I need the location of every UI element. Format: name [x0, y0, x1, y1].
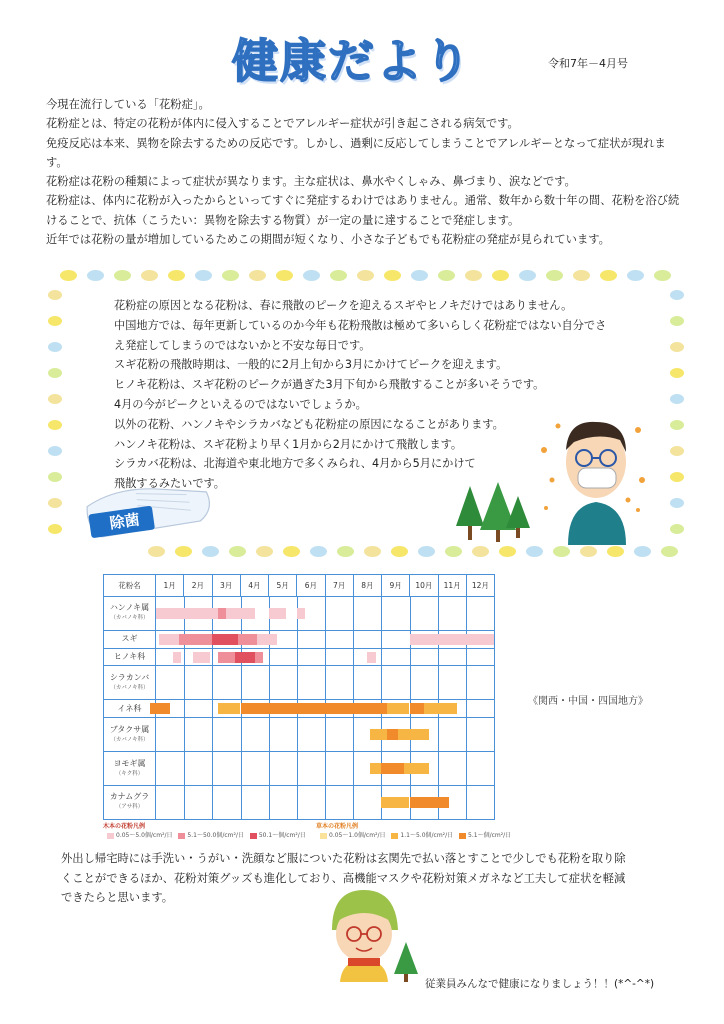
intro-line: 花粉症は花粉の種類によって症状が異なります。主な症状は、鼻水やくしゃみ、鼻づまり、涙などです。: [46, 175, 576, 189]
month-gridline: [184, 718, 185, 751]
month-gridline: [353, 597, 354, 630]
pollen-period-bar: [241, 703, 359, 714]
pollen-row: [104, 700, 495, 718]
month-gridline: [269, 786, 270, 819]
month-gridline: [297, 752, 298, 785]
pollen-row: [104, 666, 495, 700]
month-gridline: [466, 786, 467, 819]
pollen-bars-cell: [156, 666, 495, 700]
month-gridline: [438, 718, 439, 751]
pollen-family: （カバノキ科）: [110, 736, 149, 743]
outro-line: 外出し帰宅時には手洗い・うがい・洗顔など服についた花粉は玄関先で払い落とすことで少しでも花粉を取り除: [61, 852, 626, 865]
decor-dot: [48, 524, 62, 534]
month-gridline: [297, 649, 298, 666]
month-gridline: [381, 649, 382, 666]
box-line: 飛散するみたいです。: [114, 477, 225, 491]
month-gridline: [438, 597, 439, 630]
decor-dot: [276, 270, 293, 281]
month-gridline: [325, 718, 326, 751]
month-header: 5月: [269, 575, 297, 597]
outro-line: できたらと思います。: [61, 891, 174, 904]
pollen-period-bar: [269, 608, 286, 619]
decor-dot: [580, 546, 597, 557]
pollen-row: [104, 718, 495, 752]
pollen-family: （アサ科）: [115, 804, 144, 811]
month-gridline: [184, 786, 185, 819]
intro-line: 免疫反応は本来、異物を除去するための反応です。しかし、過剰に反応してしまうことでアレルギーとなって症状が現れます。: [46, 136, 666, 169]
decor-dot: [670, 524, 684, 534]
month-gridline: [269, 718, 270, 751]
month-gridline: [212, 786, 213, 819]
month-header: 10月: [410, 575, 438, 597]
pollen-period-bar: [235, 652, 255, 663]
decor-dot: [303, 270, 320, 281]
pollen-period-bar: [218, 608, 226, 619]
pollen-name: カナムグラ: [109, 792, 150, 802]
decor-dot: [48, 368, 62, 378]
region-label: 《関西・中国・四国地方》: [528, 696, 648, 707]
month-gridline: [466, 752, 467, 785]
decor-dot: [654, 270, 671, 281]
intro-line: 近年では花粉の量が増加しているためこの期間が短くなり、小さな子どもでも花粉症の発症が見られています。: [46, 233, 610, 247]
box-line: スギ花粉の飛散時期は、一般的に2月上旬から3月にかけてピークを迎えます。: [114, 358, 508, 372]
pollen-period-bar: [150, 703, 170, 714]
legend-item: 5.1～個/cm²/日: [468, 832, 512, 839]
pollen-period-bar: [370, 763, 381, 774]
month-gridline: [212, 718, 213, 751]
decor-dot: [48, 316, 62, 326]
month-gridline: [381, 597, 382, 630]
box-line: シラカバ花粉は、北海道や東北地方で多くみられ、4月から5月にかけて: [114, 457, 476, 471]
month-gridline: [212, 700, 213, 717]
pollen-period-bar: [367, 652, 375, 663]
decor-dot: [222, 270, 239, 281]
month-gridline: [438, 752, 439, 785]
pollen-name: ハンノキ属: [109, 603, 150, 613]
month-gridline: [410, 649, 411, 666]
month-gridline: [297, 786, 298, 819]
decor-dot: [670, 446, 684, 456]
decor-dot: [573, 270, 590, 281]
decor-dot: [465, 270, 482, 281]
box-line: ハンノキ花粉は、スギ花粉より早く1月から2月にかけて飛散します。: [114, 437, 463, 451]
pollen-name: ヒノキ科: [113, 652, 146, 662]
pollen-period-bar: [156, 608, 218, 619]
legend-tree-title: 木本の花粉凡例: [103, 823, 146, 830]
month-gridline: [438, 666, 439, 699]
month-gridline: [325, 597, 326, 630]
month-gridline: [212, 752, 213, 785]
decor-dot: [670, 290, 684, 300]
month-gridline: [325, 752, 326, 785]
man-with-mask-illustration: [538, 410, 648, 545]
decor-dot: [445, 546, 462, 557]
pollen-bars-cell: [156, 785, 495, 819]
child-illustration: [322, 882, 422, 982]
month-gridline: [269, 666, 270, 699]
month-gridline: [381, 631, 382, 648]
decor-dot: [168, 270, 185, 281]
decor-dot: [48, 498, 62, 508]
chart-header-row: [104, 575, 495, 597]
month-gridline: [184, 666, 185, 699]
month-gridline: [241, 666, 242, 699]
decor-dot: [175, 546, 192, 557]
issue-label: 令和7年－4月号: [548, 57, 628, 70]
month-header: 2月: [184, 575, 212, 597]
box-line: 中国地方では、毎年更新しているのか今年も花粉飛散は極めて多いらしく花粉症ではない自分でさ: [114, 318, 607, 332]
decor-dot: [48, 290, 62, 300]
decor-dot: [256, 546, 273, 557]
decor-dot: [411, 270, 428, 281]
month-gridline: [325, 786, 326, 819]
pollen-period-bar: [179, 634, 213, 645]
box-line: え発症してしまうのではないかと不安な毎日です。: [114, 338, 371, 352]
month-gridline: [466, 666, 467, 699]
pollen-family: （カバノキ科）: [110, 615, 149, 622]
month-gridline: [466, 700, 467, 717]
pollen-name: シラカンバ: [109, 672, 150, 682]
decor-dot: [670, 394, 684, 404]
decor-dot: [229, 546, 246, 557]
pollen-name: イネ科: [117, 703, 142, 713]
month-gridline: [212, 666, 213, 699]
decor-dot: [600, 270, 617, 281]
box-line: ヒノキ花粉は、スギ花粉のピークが過ぎた3月下旬から飛散することが多いそうです。: [114, 378, 545, 392]
month-gridline: [325, 631, 326, 648]
pollen-row: [104, 648, 495, 666]
pollen-calendar-chart: [103, 574, 495, 820]
month-gridline: [353, 631, 354, 648]
decor-dot: [553, 546, 570, 557]
month-gridline: [353, 786, 354, 819]
decor-dot: [546, 270, 563, 281]
legend-item: 0.05～1.0個/cm²/日: [329, 832, 386, 839]
decor-dot: [48, 472, 62, 482]
pollen-period-bar: [398, 729, 429, 740]
month-gridline: [241, 786, 242, 819]
decor-dot: [661, 546, 678, 557]
pollen-row: [104, 597, 495, 631]
intro-line: 花粉症とは、特定の花粉が体内に侵入することでアレルギー症状が引き起こされる病気です。: [46, 117, 519, 131]
decor-dot: [670, 498, 684, 508]
decor-dot: [607, 546, 624, 557]
pollen-name: ブタクサ属: [109, 724, 150, 734]
pollen-name: ヨモギ属: [113, 758, 146, 768]
pollen-period-bar: [410, 634, 495, 645]
decor-dot: [330, 270, 347, 281]
legend-item: 50.1～個/cm²/日: [258, 832, 306, 839]
month-gridline: [353, 649, 354, 666]
month-header: 11月: [438, 575, 466, 597]
decor-dot: [283, 546, 300, 557]
decor-dot: [195, 270, 212, 281]
month-gridline: [466, 649, 467, 666]
pollen-name-cell: [104, 752, 156, 786]
decor-dot: [391, 546, 408, 557]
footer-message: 従業員みんなで健康になりましょう！！(*^-^*): [425, 978, 655, 990]
pollen-period-bar: [410, 797, 449, 808]
pollen-bars-cell: [156, 718, 495, 752]
decor-dot: [519, 270, 536, 281]
month-header: 1月: [156, 575, 184, 597]
decor-dot: [364, 546, 381, 557]
pollen-period-bar: [212, 634, 237, 645]
pollen-period-bar: [159, 634, 179, 645]
legend-item: 5.1～50.0個/cm²/日: [187, 832, 244, 839]
pollen-period-bar: [387, 729, 398, 740]
pollen-period-bar: [218, 652, 235, 663]
legend-item: 0.05～5.0個/cm²/日: [116, 832, 173, 839]
pollen-period-bar: [297, 608, 305, 619]
pollen-name-cell: [104, 666, 156, 700]
pollen-bars-cell: [156, 630, 495, 648]
pollen-info-box: [114, 296, 607, 494]
box-line: 花粉症の原因となる花粉は、春に飛散のピークを迎えるスギやヒノキだけではありません。: [114, 299, 573, 312]
decor-dot: [48, 342, 62, 352]
month-gridline: [297, 631, 298, 648]
decor-dot: [670, 420, 684, 430]
decor-dot: [310, 546, 327, 557]
intro-line: 今現在流行している「花粉症」。: [46, 98, 210, 111]
pollen-name: スギ: [121, 634, 138, 644]
outro-line: くことができるほか、花粉対策グッズも進化しており、高機能マスクや花粉対策メガネなど工夫して症状を軽減: [61, 871, 626, 885]
month-gridline: [353, 666, 354, 699]
month-gridline: [353, 752, 354, 785]
pollen-period-bar: [424, 703, 458, 714]
month-gridline: [466, 718, 467, 751]
month-header: 7月: [325, 575, 353, 597]
pollen-name-cell: [104, 700, 156, 718]
pollen-bars-cell: [156, 597, 495, 631]
month-gridline: [410, 597, 411, 630]
month-gridline: [410, 666, 411, 699]
pollen-name-cell: [104, 648, 156, 666]
box-line: 以外の花粉、ハンノキやシラカバなども花粉症の原因になることがあります。: [114, 417, 504, 431]
decor-dot: [48, 394, 62, 404]
decor-dot: [60, 270, 77, 281]
month-gridline: [353, 718, 354, 751]
legend-item: 1.1～5.0個/cm²/日: [400, 832, 454, 839]
pollen-family: （カバノキ科）: [110, 684, 149, 691]
decor-dot: [438, 270, 455, 281]
decor-dot: [384, 270, 401, 281]
month-gridline: [212, 649, 213, 666]
pollen-period-bar: [226, 608, 254, 619]
decor-dot: [48, 420, 62, 430]
month-gridline: [325, 649, 326, 666]
pollen-period-bar: [381, 763, 404, 774]
month-gridline: [184, 649, 185, 666]
pollen-name-cell: [104, 630, 156, 648]
pollen-family: （キク科）: [115, 770, 144, 777]
pollen-name-cell: [104, 785, 156, 819]
month-header: 12月: [466, 575, 494, 597]
pollen-period-bar: [370, 729, 387, 740]
month-gridline: [438, 649, 439, 666]
pollen-name-cell: [104, 718, 156, 752]
pollen-row: [104, 752, 495, 786]
decor-dot: [492, 270, 509, 281]
intro-line: 花粉症は、体内に花粉が入ったからといってすぐに発症するわけではありません。通常、数年から数十年の間、花粉を浴び続けることで、抗体（こうたい：異物を除去する物質）が一定の量に達することで発症します。: [46, 194, 680, 227]
pollen-bars-cell: [156, 752, 495, 786]
month-gridline: [381, 666, 382, 699]
pollen-period-bar: [381, 797, 409, 808]
month-header: 3月: [212, 575, 240, 597]
pollen-row: [104, 630, 495, 648]
decor-dot: [249, 270, 266, 281]
cedar-trees-icon: [452, 482, 532, 544]
decor-dot: [627, 270, 644, 281]
month-gridline: [269, 752, 270, 785]
pollen-period-bar: [387, 703, 410, 714]
decor-dot: [670, 316, 684, 326]
decor-dot: [670, 342, 684, 352]
box-line: 4月の今がピークといえるのではないでしょうか。: [114, 397, 367, 411]
decor-dot: [526, 546, 543, 557]
pollen-name-cell: [104, 597, 156, 631]
month-header: 8月: [353, 575, 381, 597]
month-gridline: [184, 700, 185, 717]
pollen-bars-cell: [156, 700, 495, 718]
pollen-period-bar: [359, 703, 387, 714]
pollen-period-bar: [255, 652, 263, 663]
decor-dot: [670, 368, 684, 378]
month-header: 9月: [382, 575, 410, 597]
newsletter-title: 健康だより: [232, 34, 472, 88]
pollen-period-bar: [410, 703, 424, 714]
legend-grass-title: 草本の花粉凡例: [316, 823, 359, 830]
pollen-bars-cell: [156, 648, 495, 666]
decor-dot: [472, 546, 489, 557]
month-gridline: [241, 752, 242, 785]
pollen-row: [104, 785, 495, 819]
pollen-period-bar: [257, 634, 277, 645]
pollen-period-bar: [193, 652, 210, 663]
pollen-period-bar: [404, 763, 429, 774]
legend-tree: [103, 821, 306, 839]
month-gridline: [297, 718, 298, 751]
decor-dot: [337, 546, 354, 557]
decor-dot: [48, 446, 62, 456]
month-header: 4月: [240, 575, 268, 597]
decor-dot: [418, 546, 435, 557]
month-gridline: [241, 718, 242, 751]
pollen-period-bar: [218, 703, 241, 714]
month-gridline: [466, 597, 467, 630]
decor-dot: [114, 270, 131, 281]
pollen-period-bar: [173, 652, 181, 663]
month-header: 6月: [297, 575, 325, 597]
month-gridline: [184, 752, 185, 785]
decor-dot: [87, 270, 104, 281]
decor-dot: [148, 546, 165, 557]
decor-dot: [499, 546, 516, 557]
month-gridline: [325, 666, 326, 699]
chart-header-label: 花粉名: [104, 575, 156, 597]
intro-section: [46, 95, 686, 249]
decor-dot: [634, 546, 651, 557]
month-gridline: [269, 649, 270, 666]
pollen-period-bar: [238, 634, 258, 645]
decor-dot: [357, 270, 374, 281]
decor-dot: [670, 472, 684, 482]
legend-grass: [316, 821, 511, 839]
decor-dot: [141, 270, 158, 281]
decor-dot: [202, 546, 219, 557]
month-gridline: [297, 666, 298, 699]
mask-label: 除菌: [108, 510, 141, 533]
